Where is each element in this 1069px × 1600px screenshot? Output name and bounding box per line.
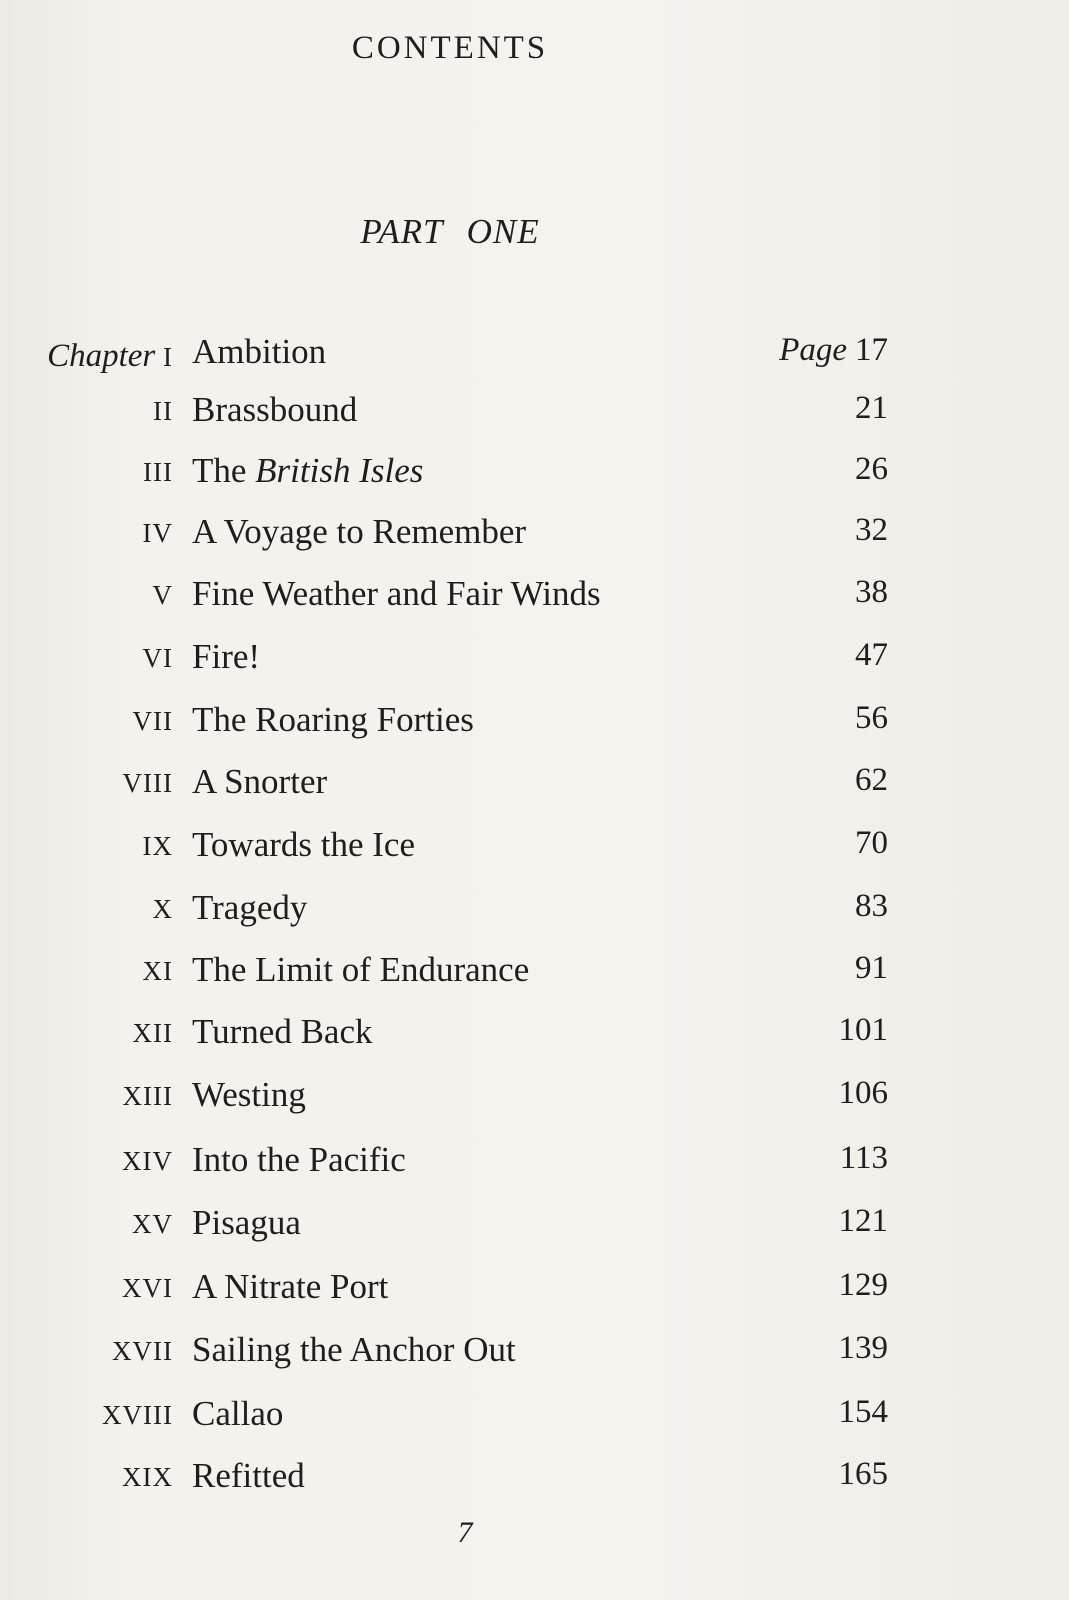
chapter-number: V — [152, 580, 173, 610]
page-number: 106 — [838, 1075, 888, 1111]
page-number: 56 — [855, 700, 888, 736]
chapter-number: X — [152, 894, 173, 924]
chapter-title: Westing — [192, 1075, 306, 1114]
page-number: 62 — [855, 762, 888, 798]
toc-entry — [0, 451, 1069, 499]
chapter-title: Tragedy — [192, 888, 308, 927]
chapter-title: Towards the Ice — [192, 825, 416, 864]
page-number: 91 — [855, 950, 888, 986]
toc-entry — [0, 888, 1069, 936]
toc-entry — [0, 1140, 1069, 1188]
chapter-title: Into the Pacific — [192, 1140, 406, 1179]
page-number: 101 — [838, 1012, 888, 1048]
toc-entry — [0, 637, 1069, 685]
chapter-number: III — [143, 457, 173, 487]
chapter-number: VIII — [122, 768, 173, 798]
chapter-title: The British Isles — [192, 451, 424, 490]
chapter-number: IV — [142, 518, 173, 548]
toc-entry — [0, 574, 1069, 622]
chapter-number: XVI — [122, 1273, 173, 1303]
chapter-title: Fine Weather and Fair Winds — [192, 574, 601, 613]
chapter-title: A Voyage to Remember — [192, 512, 527, 551]
toc-entry — [0, 950, 1069, 998]
page-number: 70 — [855, 825, 888, 861]
page-number: 47 — [855, 637, 888, 673]
chapter-word: Chapter — [47, 338, 156, 374]
part-heading: PART ONE — [360, 212, 540, 251]
chapter-number: XIX — [122, 1462, 173, 1492]
toc-entry — [0, 1456, 1069, 1504]
page-number: 38 — [855, 574, 888, 610]
toc-entry — [0, 1267, 1069, 1315]
chapter-title: Ambition — [192, 332, 327, 371]
chapter-number: XIV — [122, 1146, 173, 1176]
page-number: 165 — [838, 1456, 888, 1492]
page-number: 113 — [839, 1140, 888, 1176]
toc-entry — [0, 332, 1069, 380]
chapter-number: VI — [142, 643, 173, 673]
page-number: 83 — [855, 888, 888, 924]
chapter-title: Fire! — [192, 637, 261, 676]
toc-entry — [0, 825, 1069, 873]
toc-entry — [0, 700, 1069, 748]
page-folio: 7 — [457, 1516, 473, 1549]
chapter-title: Sailing the Anchor Out — [192, 1330, 516, 1369]
chapter-title: The Limit of Endurance — [192, 950, 530, 989]
page-number: 32 — [855, 512, 888, 548]
page-word: Page — [779, 332, 847, 368]
chapter-title: A Nitrate Port — [192, 1267, 389, 1306]
chapter-number: Chapter I — [47, 338, 173, 374]
page-number: 139 — [838, 1330, 888, 1366]
chapter-title: Callao — [192, 1394, 284, 1433]
chapter-number: II — [153, 396, 173, 426]
page-number: 129 — [838, 1267, 888, 1303]
toc-entry — [0, 1012, 1069, 1060]
toc-entry — [0, 512, 1069, 560]
chapter-number: VII — [132, 706, 173, 736]
page-number: 154 — [838, 1394, 888, 1430]
chapter-title: The Roaring Forties — [192, 700, 474, 739]
page-number: Page 17 — [779, 332, 888, 368]
chapter-number: XVIII — [102, 1400, 173, 1430]
chapter-number: XIII — [122, 1081, 173, 1111]
chapter-title: Turned Back — [192, 1012, 373, 1051]
chapter-title: Brassbound — [192, 390, 358, 429]
toc-entry — [0, 390, 1069, 438]
toc-entry — [0, 1203, 1069, 1251]
contents-heading: CONTENTS — [351, 30, 549, 66]
chapter-number: IX — [142, 831, 173, 861]
chapter-number: XI — [142, 956, 173, 986]
toc-entry — [0, 762, 1069, 810]
chapter-number: XV — [132, 1209, 173, 1239]
chapter-title: Pisagua — [192, 1203, 301, 1242]
chapter-title: A Snorter — [192, 762, 328, 801]
chapter-title: Refitted — [192, 1456, 305, 1495]
page-number: 121 — [838, 1203, 888, 1239]
toc-entry — [0, 1330, 1069, 1378]
chapter-number: XII — [132, 1018, 173, 1048]
toc-entry — [0, 1075, 1069, 1123]
page-number: 26 — [855, 451, 888, 487]
toc-entry — [0, 1394, 1069, 1442]
page-number: 21 — [855, 390, 888, 426]
chapter-number: XVII — [112, 1336, 173, 1366]
